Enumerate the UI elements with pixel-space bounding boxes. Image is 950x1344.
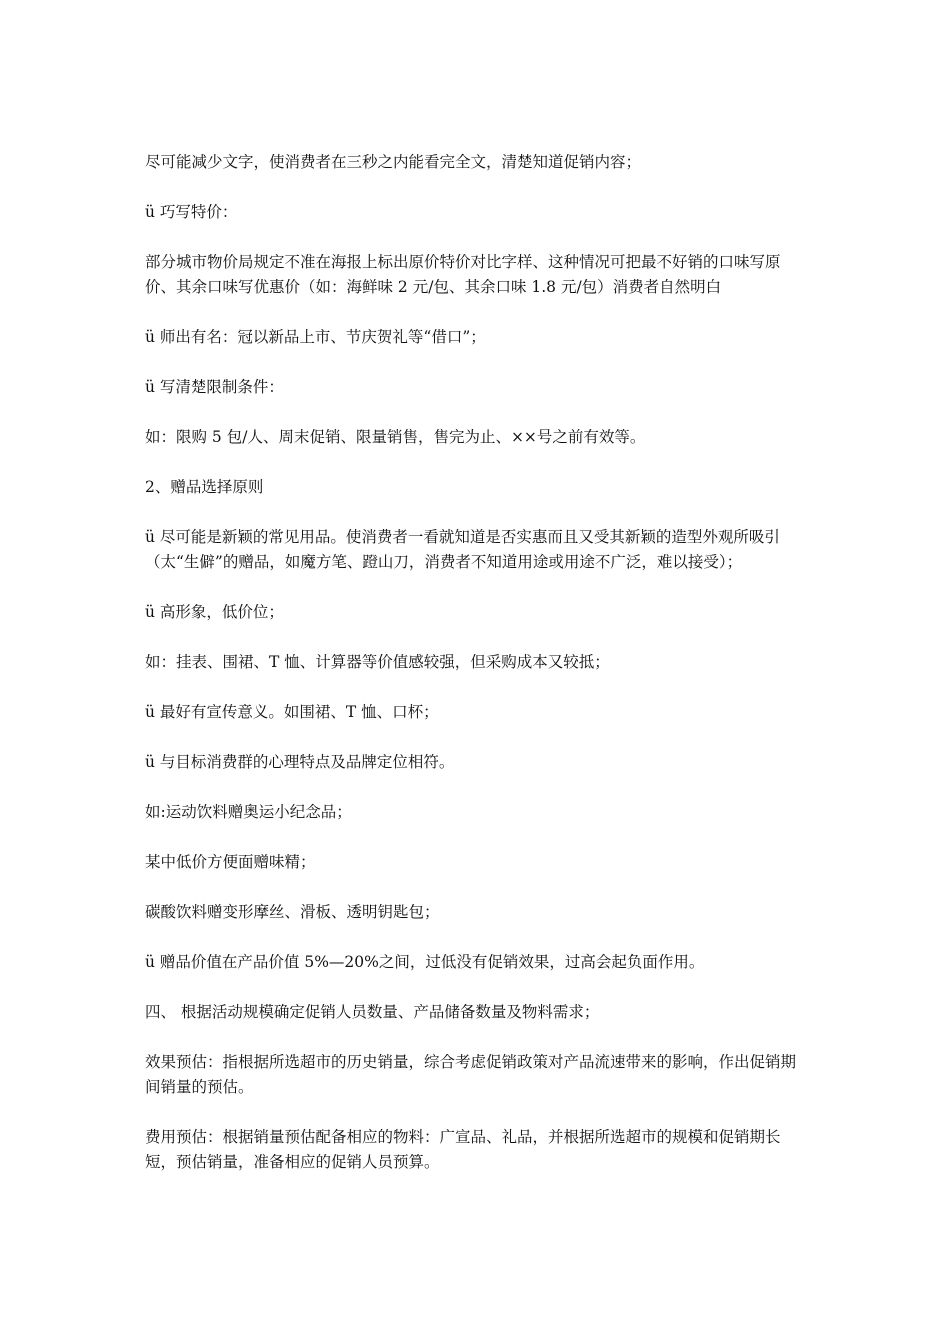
paragraph-intro: 尽可能减少文字，使消费者在三秒之内能看完全文，清楚知道促销内容； [145, 153, 642, 171]
bullet-special-price: ü 巧写特价： [145, 203, 238, 221]
paragraph-cost-estimate: 费用预估：根据销量预估配备相应的物料：广宣品、礼品，并根据所选超市的规模和促销期长短，预估销量，准备相应的促销人员预算。 [145, 1128, 781, 1171]
paragraph-example-soda: 碳酸饮料赠变形摩丝、滑板、透明钥匙包； [145, 903, 440, 921]
paragraph-example-noodles: 某中低价方便面赠味精； [145, 853, 316, 871]
paragraph-high-image-example: 如：挂表、围裙、T 恤、计算器等价值感较强，但采购成本又较抵； [145, 653, 610, 671]
bullet-conditions: ü 写清楚限制条件： [145, 378, 284, 396]
paragraph-conditions-example: 如：限购 5 包/人、周末促销、限量销售，售完为止、××号之前有效等。 [145, 428, 646, 446]
paragraph-price-rule: 部分城市物价局规定不准在海报上标出原价特价对比字样、这种情况可把最不好销的口味写原价、其余口味写优惠价（如：海鲜味 2 元/包、其余口味 1.8 元/包）消费者自然明白 [145, 253, 781, 296]
bullet-reason: ü 师出有名：冠以新品上市、节庆贺礼等“借口”； [145, 328, 486, 346]
paragraph-example-sports-drink: 如:运动饮料赠奥运小纪念品； [145, 803, 352, 821]
section-heading-gift-principles: 2、赠品选择原则 [145, 478, 264, 496]
paragraph-effect-estimate: 效果预估：指根据所选超市的历史销量，综合考虑促销政策对产品流速带来的影响，作出促销期间销量的预估。 [145, 1053, 797, 1096]
bullet-gift-value: ü 赠品价值在产品价值 5%—20%之间，过低没有促销效果，过高会起负面作用。 [145, 953, 705, 971]
bullet-high-image: ü 高形象，低价位； [145, 603, 284, 621]
bullet-novel-items: ü 尽可能是新颖的常见用品。使消费者一看就知道是否实惠而且又受其新颖的造型外观所吸引（太“生僻”的赠品，如魔方笔、蹬山刀，消费者不知道用途或用途不广泛，难以接受）； [145, 528, 780, 571]
bullet-promotional-value: ü 最好有宣传意义。如围裙、T 恤、口杯； [145, 703, 439, 721]
document-body [145, 150, 810, 1200]
bullet-target-match: ü 与目标消费群的心理特点及品牌定位相符。 [145, 753, 455, 771]
section-heading-staffing: 四、 根据活动规模确定促销人员数量、产品储备数量及物料需求； [145, 1003, 600, 1021]
